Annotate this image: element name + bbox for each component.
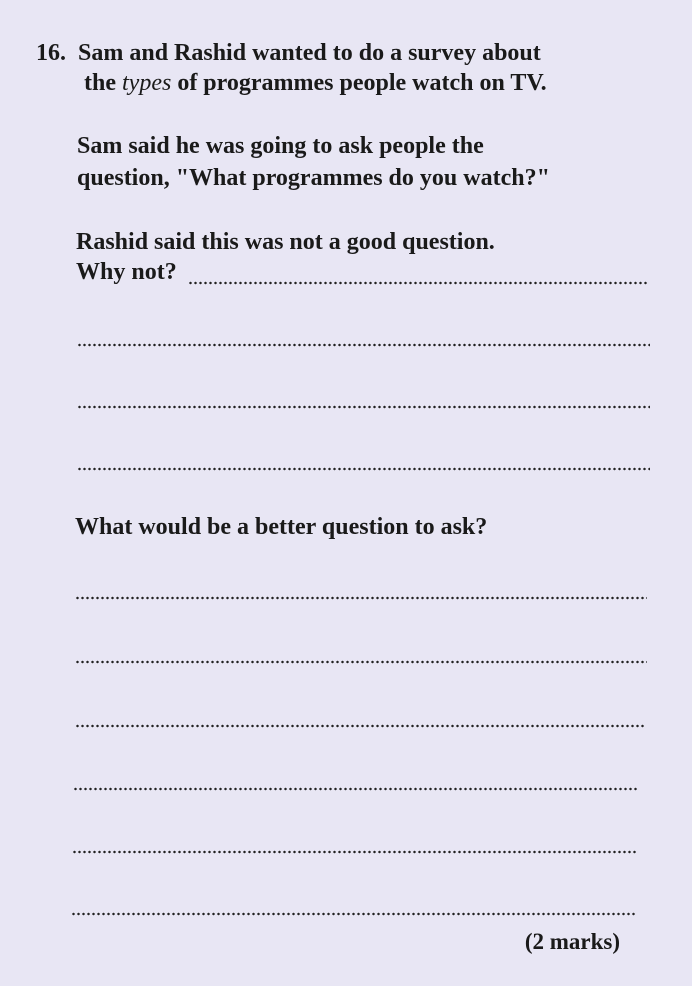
answer-line-why-not-3[interactable] (77, 405, 650, 409)
better-question-prompt: What would be a better question to ask? (75, 514, 488, 540)
intro-line-2-end: of programmes people watch on TV. (171, 70, 547, 96)
intro-line-1: Sam and Rashid wanted to do a survey about (78, 40, 541, 66)
sam-line-1: Sam said he was going to ask people the (77, 133, 484, 159)
answer-line-why-not-4[interactable] (77, 467, 650, 471)
marks-label: (2 marks) (524, 929, 620, 954)
answer-line-better-5[interactable] (72, 850, 638, 854)
intro-line-2 (84, 68, 547, 98)
rashid-line-1: Rashid said this was not a good question. (76, 229, 495, 255)
answer-line-better-4[interactable] (73, 787, 639, 791)
sam-line-2: question, "What programmes do you watch?" (77, 165, 550, 191)
answer-line-better-3[interactable] (75, 724, 645, 728)
question-number: 16. (36, 40, 66, 66)
intro-line-2-start: the (84, 70, 122, 96)
answer-line-better-1[interactable] (75, 596, 647, 600)
answer-line-better-6[interactable] (71, 912, 637, 916)
rashid-line-2: Why not? (76, 259, 177, 285)
answer-line-better-2[interactable] (75, 660, 647, 664)
answer-line-why-not-1[interactable] (188, 281, 648, 285)
intro-line-2-emphasis: types (122, 70, 172, 96)
answer-line-why-not-2[interactable] (77, 343, 650, 347)
